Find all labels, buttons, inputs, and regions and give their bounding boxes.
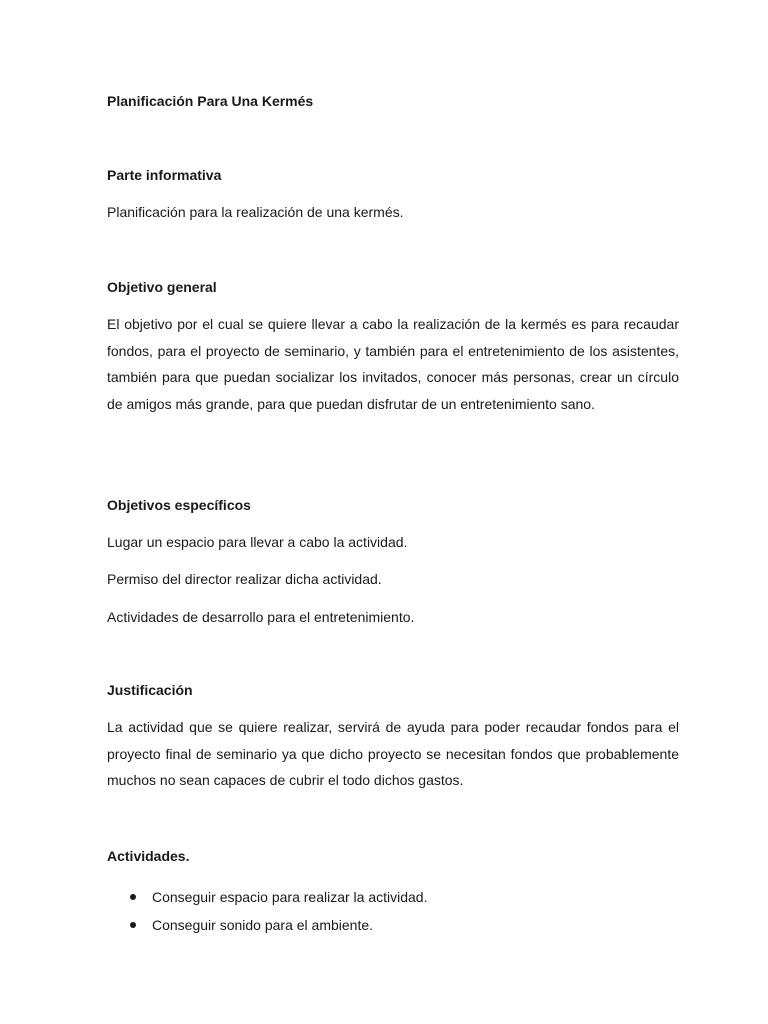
- objetivo-especifico-item: Lugar un espacio para llevar a cabo la actividad.: [107, 534, 408, 550]
- heading-objetivos-especificos: Objetivos específicos: [107, 497, 251, 513]
- heading-parte-informativa: Parte informativa: [107, 167, 222, 183]
- justificacion-text: La actividad que se quiere realizar, servirá de ayuda para poder recaudar fondos para el proyecto final de seminario ya que dicho proyecto se necesitan fondos que probablemente muchos no sean capaces de cubrir el todo dichos gastos.: [107, 719, 679, 788]
- list-item-label: Conseguir espacio para realizar la actividad.: [152, 889, 428, 905]
- actividades-list: [107, 883, 679, 939]
- parte-informativa-text: Planificación para la realización de una kermés.: [107, 204, 404, 220]
- document-title: Planificación Para Una Kermés: [107, 93, 314, 109]
- objetivo-especifico-item: Actividades de desarrollo para el entretenimiento.: [107, 609, 415, 625]
- heading-objetivo-general: Objetivo general: [107, 279, 217, 295]
- objetivo-especifico-item: Permiso del director realizar dicha actividad.: [107, 571, 382, 587]
- list-item-label: Conseguir sonido para el ambiente.: [152, 917, 374, 933]
- list-item: [107, 883, 679, 911]
- bullet-icon: [130, 894, 136, 900]
- bullet-icon: [130, 922, 136, 928]
- heading-justificacion: Justificación: [107, 682, 193, 698]
- objetivo-general-text: El objetivo por el cual se quiere llevar a cabo la realización de la kermés es para recaudar fondos, para el proyecto de seminario, y también para el entretenimiento de los asistentes, también para que puedan socializar los invitados, conocer más personas, crear un círculo de amigos más grande, para que puedan disfrutar de un entretenimiento sano.: [107, 316, 679, 412]
- heading-actividades: Actividades.: [107, 848, 190, 864]
- list-item: [107, 911, 679, 939]
